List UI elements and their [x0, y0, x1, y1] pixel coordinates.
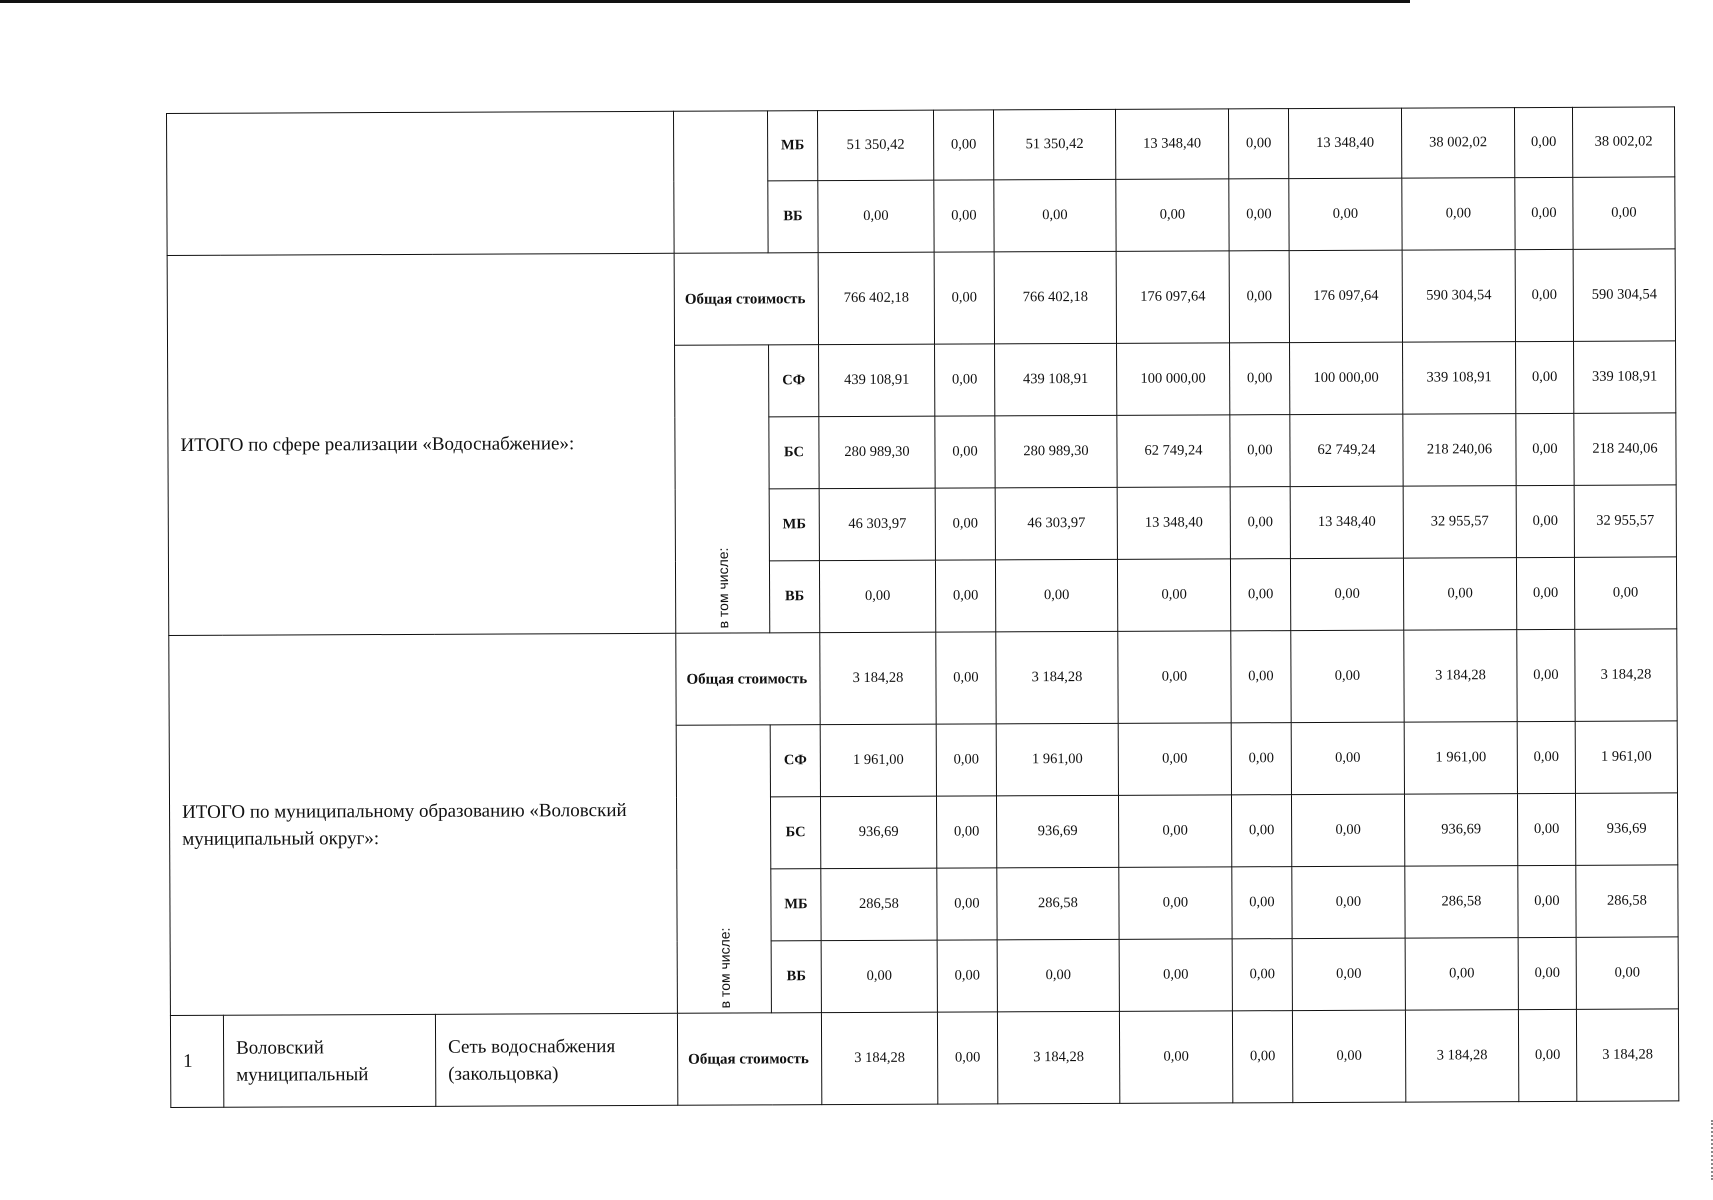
value-cell: 766 402,18 [994, 251, 1116, 344]
value-cell: 0,00 [1518, 937, 1576, 1009]
value-cell: 0,00 [935, 344, 995, 416]
value-cell: 176 097,64 [1289, 250, 1402, 342]
value-cell: 51 350,42 [993, 109, 1115, 180]
value-cell: 0,00 [936, 724, 996, 796]
value-cell: 0,00 [1118, 723, 1231, 795]
value-cell: 0,00 [936, 796, 996, 868]
value-cell: 280 989,30 [819, 416, 935, 489]
value-cell: 0,00 [1517, 721, 1575, 793]
municipality-cell: Воловский муниципальный [223, 1014, 435, 1107]
value-cell: 0,00 [1573, 177, 1675, 249]
value-cell: 0,00 [934, 180, 994, 252]
fund-code: МБ [769, 489, 819, 561]
fund-code: БС [769, 417, 819, 489]
value-cell: 0,00 [1118, 631, 1231, 723]
scan-edge-right [1707, 1120, 1713, 1180]
value-cell: 0,00 [1402, 178, 1515, 250]
financing-table [166, 106, 1679, 1108]
value-cell: 936,69 [1575, 793, 1677, 865]
value-cell: 0,00 [1231, 723, 1291, 795]
value-cell: 0,00 [1290, 558, 1403, 630]
value-cell: 0,00 [1291, 722, 1404, 794]
value-cell: 13 348,40 [1115, 109, 1228, 179]
scan-edge-top [0, 0, 1410, 3]
fund-code: ВБ [771, 941, 821, 1013]
value-cell: 0,00 [1291, 630, 1404, 722]
value-cell: 3 184,28 [1575, 629, 1677, 721]
value-cell: 1 961,00 [1575, 721, 1677, 793]
value-cell: 32 955,57 [1403, 486, 1516, 558]
v-tom-chisle-label: в том числе: [716, 927, 733, 1009]
value-cell: 62 749,24 [1290, 414, 1403, 486]
value-cell: 0,00 [1232, 1011, 1292, 1103]
value-cell: 0,00 [1517, 629, 1575, 721]
fund-code: СФ [769, 345, 819, 417]
value-cell: 1 961,00 [820, 724, 936, 797]
fund-code: ВБ [768, 181, 818, 253]
value-cell: 3 184,28 [1405, 1010, 1518, 1102]
value-cell: 0,00 [1291, 794, 1404, 866]
value-cell: 0,00 [937, 1012, 997, 1104]
value-cell: 218 240,06 [1574, 413, 1676, 485]
obshchaya-stoimost-label: Общая стоимость [677, 1013, 821, 1106]
value-cell: 0,00 [994, 179, 1116, 252]
value-cell: 339 108,91 [1574, 341, 1676, 413]
value-cell: 0,00 [1574, 557, 1676, 629]
value-cell: 218 240,06 [1403, 414, 1516, 486]
v-tom-chisle-cell [675, 345, 770, 633]
value-cell: 0,00 [933, 110, 993, 180]
value-cell: 286,58 [1405, 866, 1518, 938]
value-cell: 0,00 [1229, 179, 1289, 251]
value-cell: 0,00 [1230, 487, 1290, 559]
fund-code: СФ [770, 725, 820, 797]
value-cell: 51 350,42 [817, 110, 933, 181]
table-row [167, 107, 1675, 184]
value-cell: 936,69 [996, 795, 1118, 868]
value-cell: 38 002,02 [1401, 108, 1514, 178]
value-cell: 46 303,97 [995, 487, 1117, 560]
value-cell: 0,00 [1516, 341, 1574, 413]
value-cell: 280 989,30 [995, 415, 1117, 488]
value-cell: 0,00 [821, 940, 937, 1013]
value-cell: 0,00 [1516, 557, 1574, 629]
value-cell: 3 184,28 [1576, 1009, 1678, 1101]
value-cell: 0,00 [1231, 631, 1291, 723]
value-cell: 439 108,91 [995, 343, 1117, 416]
value-cell: 0,00 [818, 180, 934, 253]
value-cell: 0,00 [1117, 559, 1230, 631]
value-cell: 3 184,28 [821, 1012, 937, 1105]
value-cell: 286,58 [821, 868, 937, 941]
value-cell: 0,00 [1229, 251, 1289, 343]
value-cell: 0,00 [1228, 109, 1288, 179]
value-cell: 0,00 [935, 488, 995, 560]
value-cell: 0,00 [1292, 1010, 1405, 1102]
value-cell: 0,00 [934, 252, 994, 344]
table-row [169, 629, 1677, 728]
value-cell: 0,00 [1232, 867, 1292, 939]
value-cell: 0,00 [1119, 1011, 1232, 1103]
value-cell: 0,00 [1230, 559, 1290, 631]
value-cell: 936,69 [820, 796, 936, 869]
value-cell: 0,00 [1231, 795, 1291, 867]
value-cell: 439 108,91 [819, 344, 935, 417]
object-name-cell: Сеть водоснабжения (закольцовка) [435, 1013, 677, 1106]
value-cell: 0,00 [1403, 558, 1516, 630]
total-vodosnabzhenie-label: ИТОГО по сфере реализации «Водоснабжение»: [167, 253, 676, 635]
value-cell: 13 348,40 [1288, 108, 1401, 178]
value-cell: 32 955,57 [1574, 485, 1676, 557]
value-cell: 0,00 [1119, 867, 1232, 939]
value-cell: 0,00 [935, 560, 995, 632]
value-cell: 0,00 [937, 940, 997, 1012]
table-row [170, 1009, 1678, 1108]
value-cell: 0,00 [1515, 249, 1573, 341]
table-row [167, 249, 1675, 348]
value-cell: 0,00 [937, 868, 997, 940]
value-cell: 1 961,00 [1404, 722, 1517, 794]
value-cell: 0,00 [1292, 866, 1405, 938]
value-cell: 0,00 [1230, 415, 1290, 487]
value-cell: 766 402,18 [818, 252, 934, 345]
value-cell: 0,00 [1292, 938, 1405, 1010]
value-cell: 590 304,54 [1402, 250, 1515, 342]
fund-code: БС [770, 797, 820, 869]
empty-subcol-cell [673, 111, 768, 253]
value-cell: 0,00 [1514, 107, 1572, 177]
obshchaya-stoimost-label: Общая стоимость [674, 253, 818, 346]
value-cell: 0,00 [1119, 939, 1232, 1011]
value-cell: 936,69 [1404, 794, 1517, 866]
value-cell: 0,00 [1576, 937, 1678, 1009]
value-cell: 286,58 [997, 867, 1119, 940]
value-cell: 0,00 [1405, 938, 1518, 1010]
value-cell: 100 000,00 [1117, 343, 1230, 415]
value-cell: 46 303,97 [819, 488, 935, 561]
value-cell: 62 749,24 [1117, 415, 1230, 487]
fund-code: МБ [767, 111, 817, 181]
value-cell: 3 184,28 [820, 632, 936, 725]
value-cell: 0,00 [1289, 178, 1402, 250]
value-cell: 3 184,28 [996, 631, 1118, 724]
value-cell: 100 000,00 [1290, 342, 1403, 414]
value-cell: 0,00 [1230, 343, 1290, 415]
value-cell: 0,00 [1516, 485, 1574, 557]
value-cell: 0,00 [1232, 939, 1292, 1011]
total-volovsky-label: ИТОГО по муниципальному образованию «Воловский муниципальный округ»: [169, 633, 678, 1015]
value-cell: 38 002,02 [1572, 107, 1674, 177]
value-cell: 0,00 [819, 560, 935, 633]
value-cell: 0,00 [1517, 793, 1575, 865]
value-cell: 3 184,28 [997, 1011, 1119, 1104]
value-cell: 286,58 [1576, 865, 1678, 937]
value-cell: 0,00 [1518, 865, 1576, 937]
empty-label-cell [167, 111, 675, 255]
value-cell: 0,00 [1516, 413, 1574, 485]
value-cell: 0,00 [935, 416, 995, 488]
value-cell: 0,00 [1118, 795, 1231, 867]
value-cell: 3 184,28 [1404, 630, 1517, 722]
value-cell: 0,00 [997, 939, 1119, 1012]
fund-code: МБ [771, 869, 821, 941]
value-cell: 0,00 [1518, 1009, 1576, 1101]
value-cell: 590 304,54 [1573, 249, 1675, 341]
row-number: 1 [170, 1015, 223, 1107]
value-cell: 0,00 [995, 559, 1117, 632]
value-cell: 1 961,00 [996, 723, 1118, 796]
fund-code: ВБ [769, 561, 819, 633]
value-cell: 0,00 [936, 632, 996, 724]
v-tom-chisle-cell [676, 725, 771, 1013]
value-cell: 339 108,91 [1403, 342, 1516, 414]
obshchaya-stoimost-label: Общая стоимость [676, 633, 820, 726]
value-cell: 176 097,64 [1116, 251, 1229, 343]
value-cell: 13 348,40 [1117, 487, 1230, 559]
value-cell: 13 348,40 [1290, 486, 1403, 558]
value-cell: 0,00 [1515, 177, 1573, 249]
value-cell: 0,00 [1116, 179, 1229, 251]
v-tom-chisle-label: в том числе: [714, 547, 731, 629]
